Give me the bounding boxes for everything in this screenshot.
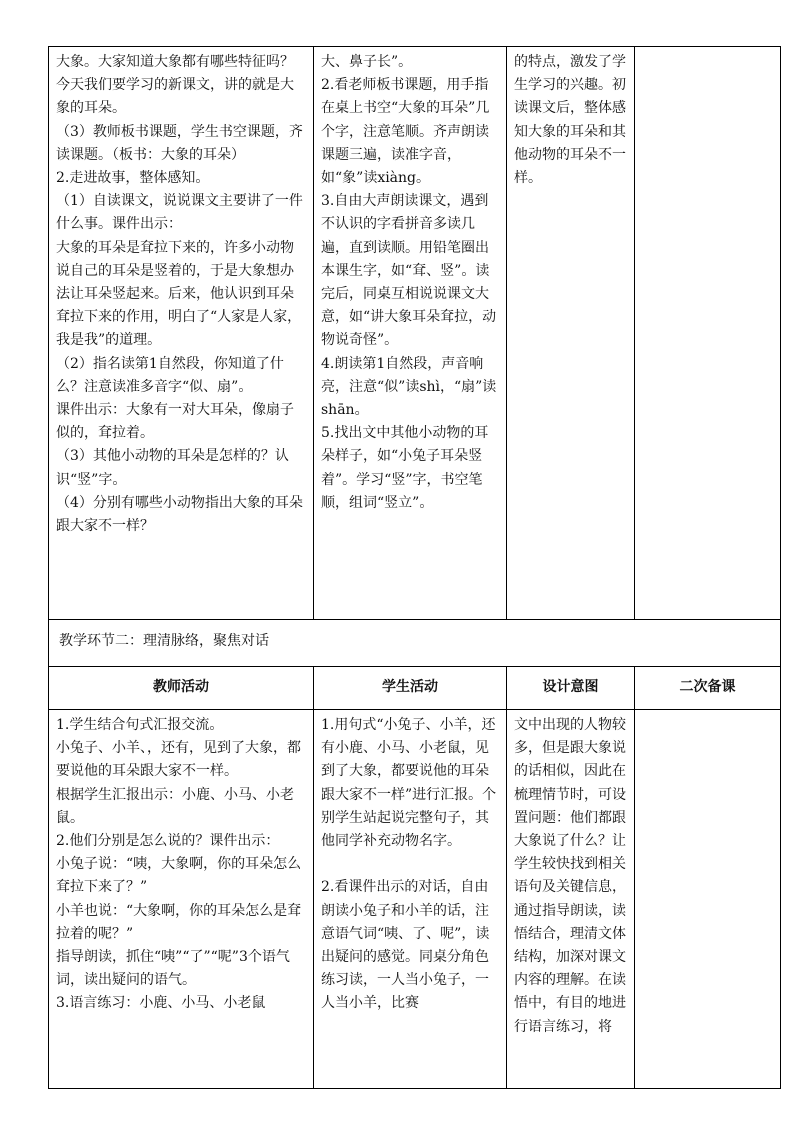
paragraph: （4）分别有哪些小动物指出大象的耳朵跟大家不一样？ — [56, 494, 303, 535]
paragraph: 2.他们分别是怎么说的？课件出示： — [56, 833, 280, 850]
paragraph: 根据学生汇报出示：小鹿、小马、小老鼠。 — [56, 786, 294, 826]
paragraph: 4.朗读第1自然段，声音响亮，注意“似”读shì，“扇”读shān。 — [321, 355, 497, 419]
paragraph: 5.找出文中其他小动物的耳朵样子，如“小兔子耳朵竖着”。学习“竖”字，书空笔顺，组词“竖立”。 — [321, 425, 489, 511]
paragraph: 1.用句式“小兔子、小羊，还有小鹿、小马、小老鼠，见到了大象，都要说他的耳朵跟大家不一样”进行汇报。个别学生站起说完整句子，其他同学补充动物名字。 — [321, 717, 497, 850]
paragraph: 小兔子、小羊、，还有，见到了大象，都要说他的耳朵跟大家不一样。 — [56, 740, 301, 780]
column-header-student: 学生活动 — [314, 667, 507, 710]
paragraph: 文中出现的人物较多，但是跟大象说的话相似，因此在梳理情节时，可设置问题：他们都跟大象说了什么？让学生较快找到相关语句及关键信息，通过指导朗读，读悟结合，理清文体结构，加深对课文内容的理解。在读悟中，有目的地进行语言练习，将 — [514, 717, 626, 1035]
table-row — [49, 710, 781, 1089]
paragraph: 小羊也说：“大象啊，你的耳朵怎么是耷拉着的呢？” — [56, 902, 302, 942]
student-activity-cell — [314, 47, 507, 620]
paragraph: （2）指名读第1自然段，你知道了什么？注意读准多音字“似、扇”。 — [56, 355, 284, 395]
paragraph: 指导朗读，抓住“咦”“了”“呢”3个语气词，读出疑问的语气。 — [56, 949, 290, 989]
design-intent-cell — [507, 710, 635, 1089]
secondary-prep-cell — [635, 710, 781, 1089]
paragraph: 大、鼻子长”。 — [321, 54, 413, 70]
paragraph: 3.语言练习：小鹿、小马、小老鼠 — [56, 995, 266, 1012]
paragraph: 大象。大家知道大象都有哪些特征吗？今天我们要学习的新课文，讲的就是大象的耳朵。 — [56, 54, 294, 117]
paragraph: 课件出示：大象有一对大耳朵，像扇子似的，耷拉着。 — [56, 402, 294, 442]
paragraph: 2.看老师板书课题，用手指在桌上书空“大象的耳朵”几个字，注意笔顺。齐声朗读课题三遍，读准字音，如“象”读xiàng。 — [321, 77, 490, 187]
teacher-activity-cell — [49, 710, 314, 1089]
paragraph: （3）教师板书课题，学生书空课题，齐读课题。（板书：大象的耳朵） — [56, 123, 303, 163]
secondary-prep-cell — [635, 47, 781, 620]
teacher-activity-cell — [49, 47, 314, 620]
blank-line — [321, 853, 500, 876]
student-activity-cell — [314, 710, 507, 1089]
paragraph: 大象的耳朵是耷拉下来的，许多小动物说自己的耳朵是竖着的，于是大象想办法让耳朵竖起来。后来，他认识到耳朵耷拉下来的作用，明白了“人家是人家，我是我”的道理。 — [56, 239, 302, 349]
section-title: 教学环节二：理清脉络，聚焦对话 — [49, 620, 781, 667]
paragraph: 3.自由大声朗读课文，遇到不认识的字看拼音多读几遍，直到读顺。用铅笔圈出本课生字，如“耷、竖”。读完后，同桌互相说说课文大意，如“讲大象耳朵耷拉，动物说奇怪”。 — [321, 193, 497, 349]
header-row — [49, 667, 781, 710]
paragraph: 小兔子说：“咦，大象啊，你的耳朵怎么耷拉下来了？” — [56, 856, 302, 896]
table-row — [49, 620, 781, 667]
table-row — [49, 47, 781, 620]
column-header-teacher: 教师活动 — [49, 667, 314, 710]
paragraph: （1）自读课文，说说课文主要讲了一件什么事。课件出示： — [56, 193, 303, 233]
paragraph: 1.学生结合句式汇报交流。 — [56, 717, 224, 733]
column-header-notes: 二次备课 — [635, 667, 781, 710]
design-intent-cell — [507, 47, 635, 620]
column-header-intent: 设计意图 — [507, 667, 635, 710]
lesson-plan-table — [48, 46, 781, 1089]
paragraph: 的特点，激发了学生学习的兴趣。初读课文后，整体感知大象的耳朵和其他动物的耳朵不一样。 — [514, 54, 626, 187]
paragraph: 2.看课件出示的对话，自由朗读小兔子和小羊的话，注意语气词“咦、了、呢”，读出疑问的感觉。同桌分角色练习读，一人当小兔子，一人当小羊，比赛 — [321, 879, 490, 1012]
paragraph: （3）其他小动物的耳朵是怎样的？认识“竖”字。 — [56, 448, 289, 488]
paragraph: 2.走进故事，整体感知。 — [56, 170, 210, 187]
